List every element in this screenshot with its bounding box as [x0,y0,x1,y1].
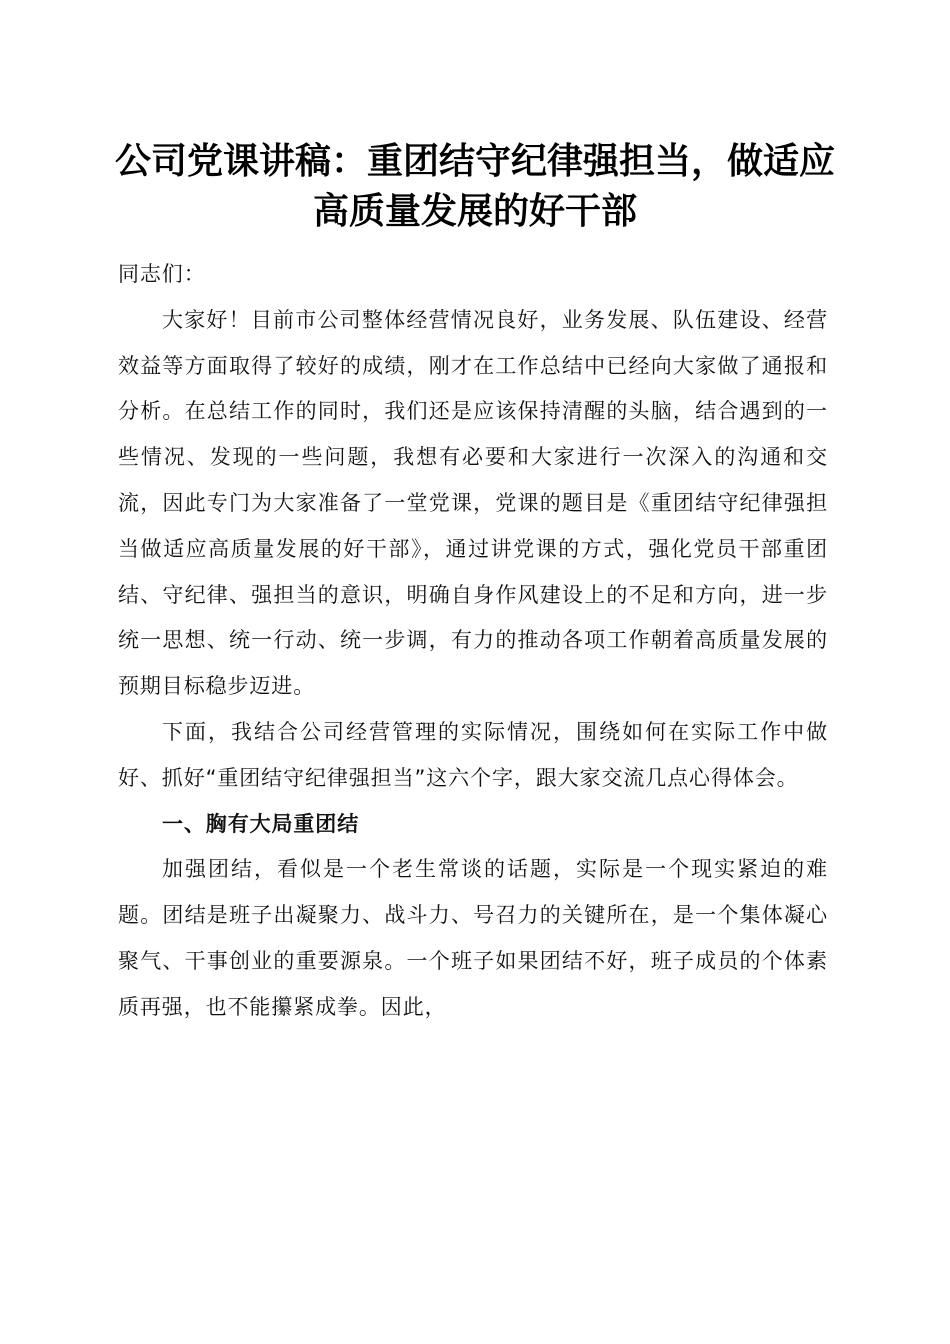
salutation: 同志们： [118,262,206,286]
title-line-2: 高质量发展的好干部 [312,190,637,232]
paragraph-overview: 下面，我结合公司经营管理的实际情况，围绕如何在实际工作中做好、抓好“重团结守纪律强担当”这六个字，跟大家交流几点心得体会。 [118,719,828,790]
paragraph-section-1: 加强团结，看似是一个老生常谈的话题，实际是一个现实紧迫的难题。团结是班子出凝聚力、战斗力、号召力的关键所在，是一个集体凝心聚气、干事创业的重要源泉。一个班子如果团结不好，班子成员的个体素质再强，也不能攥紧成拳。因此， [118,857,828,1019]
document-title [100,136,850,236]
document-body [118,252,828,1031]
section-heading: 一、胸有大局重团结 [162,811,360,836]
paragraph-intro: 大家好！目前市公司整体经营情况良好，业务发展、队伍建设、经营效益等方面取得了较好的成绩，刚才在工作总结中已经向大家做了通报和分析。在总结工作的同时，我们还是应该保持清醒的头脑，结合遇到的一些情况、发现的一些问题，我想有必要和大家进行一次深入的沟通和交流，因此专门为大家准备了一堂党课，党课的题目是《重团结守纪律强担当做适应高质量发展的好干部》，通过讲党课的方式，强化党员干部重团结、守纪律、强担当的意识，明确自身作风建设上的不足和方向，进一步统一思想、统一行动、统一步调，有力的推动各项工作朝着高质量发展的预期目标稳步迈进。 [118,307,828,699]
title-line-1: 公司党课讲稿：重团结守纪律强担当，做适应 [114,140,835,182]
